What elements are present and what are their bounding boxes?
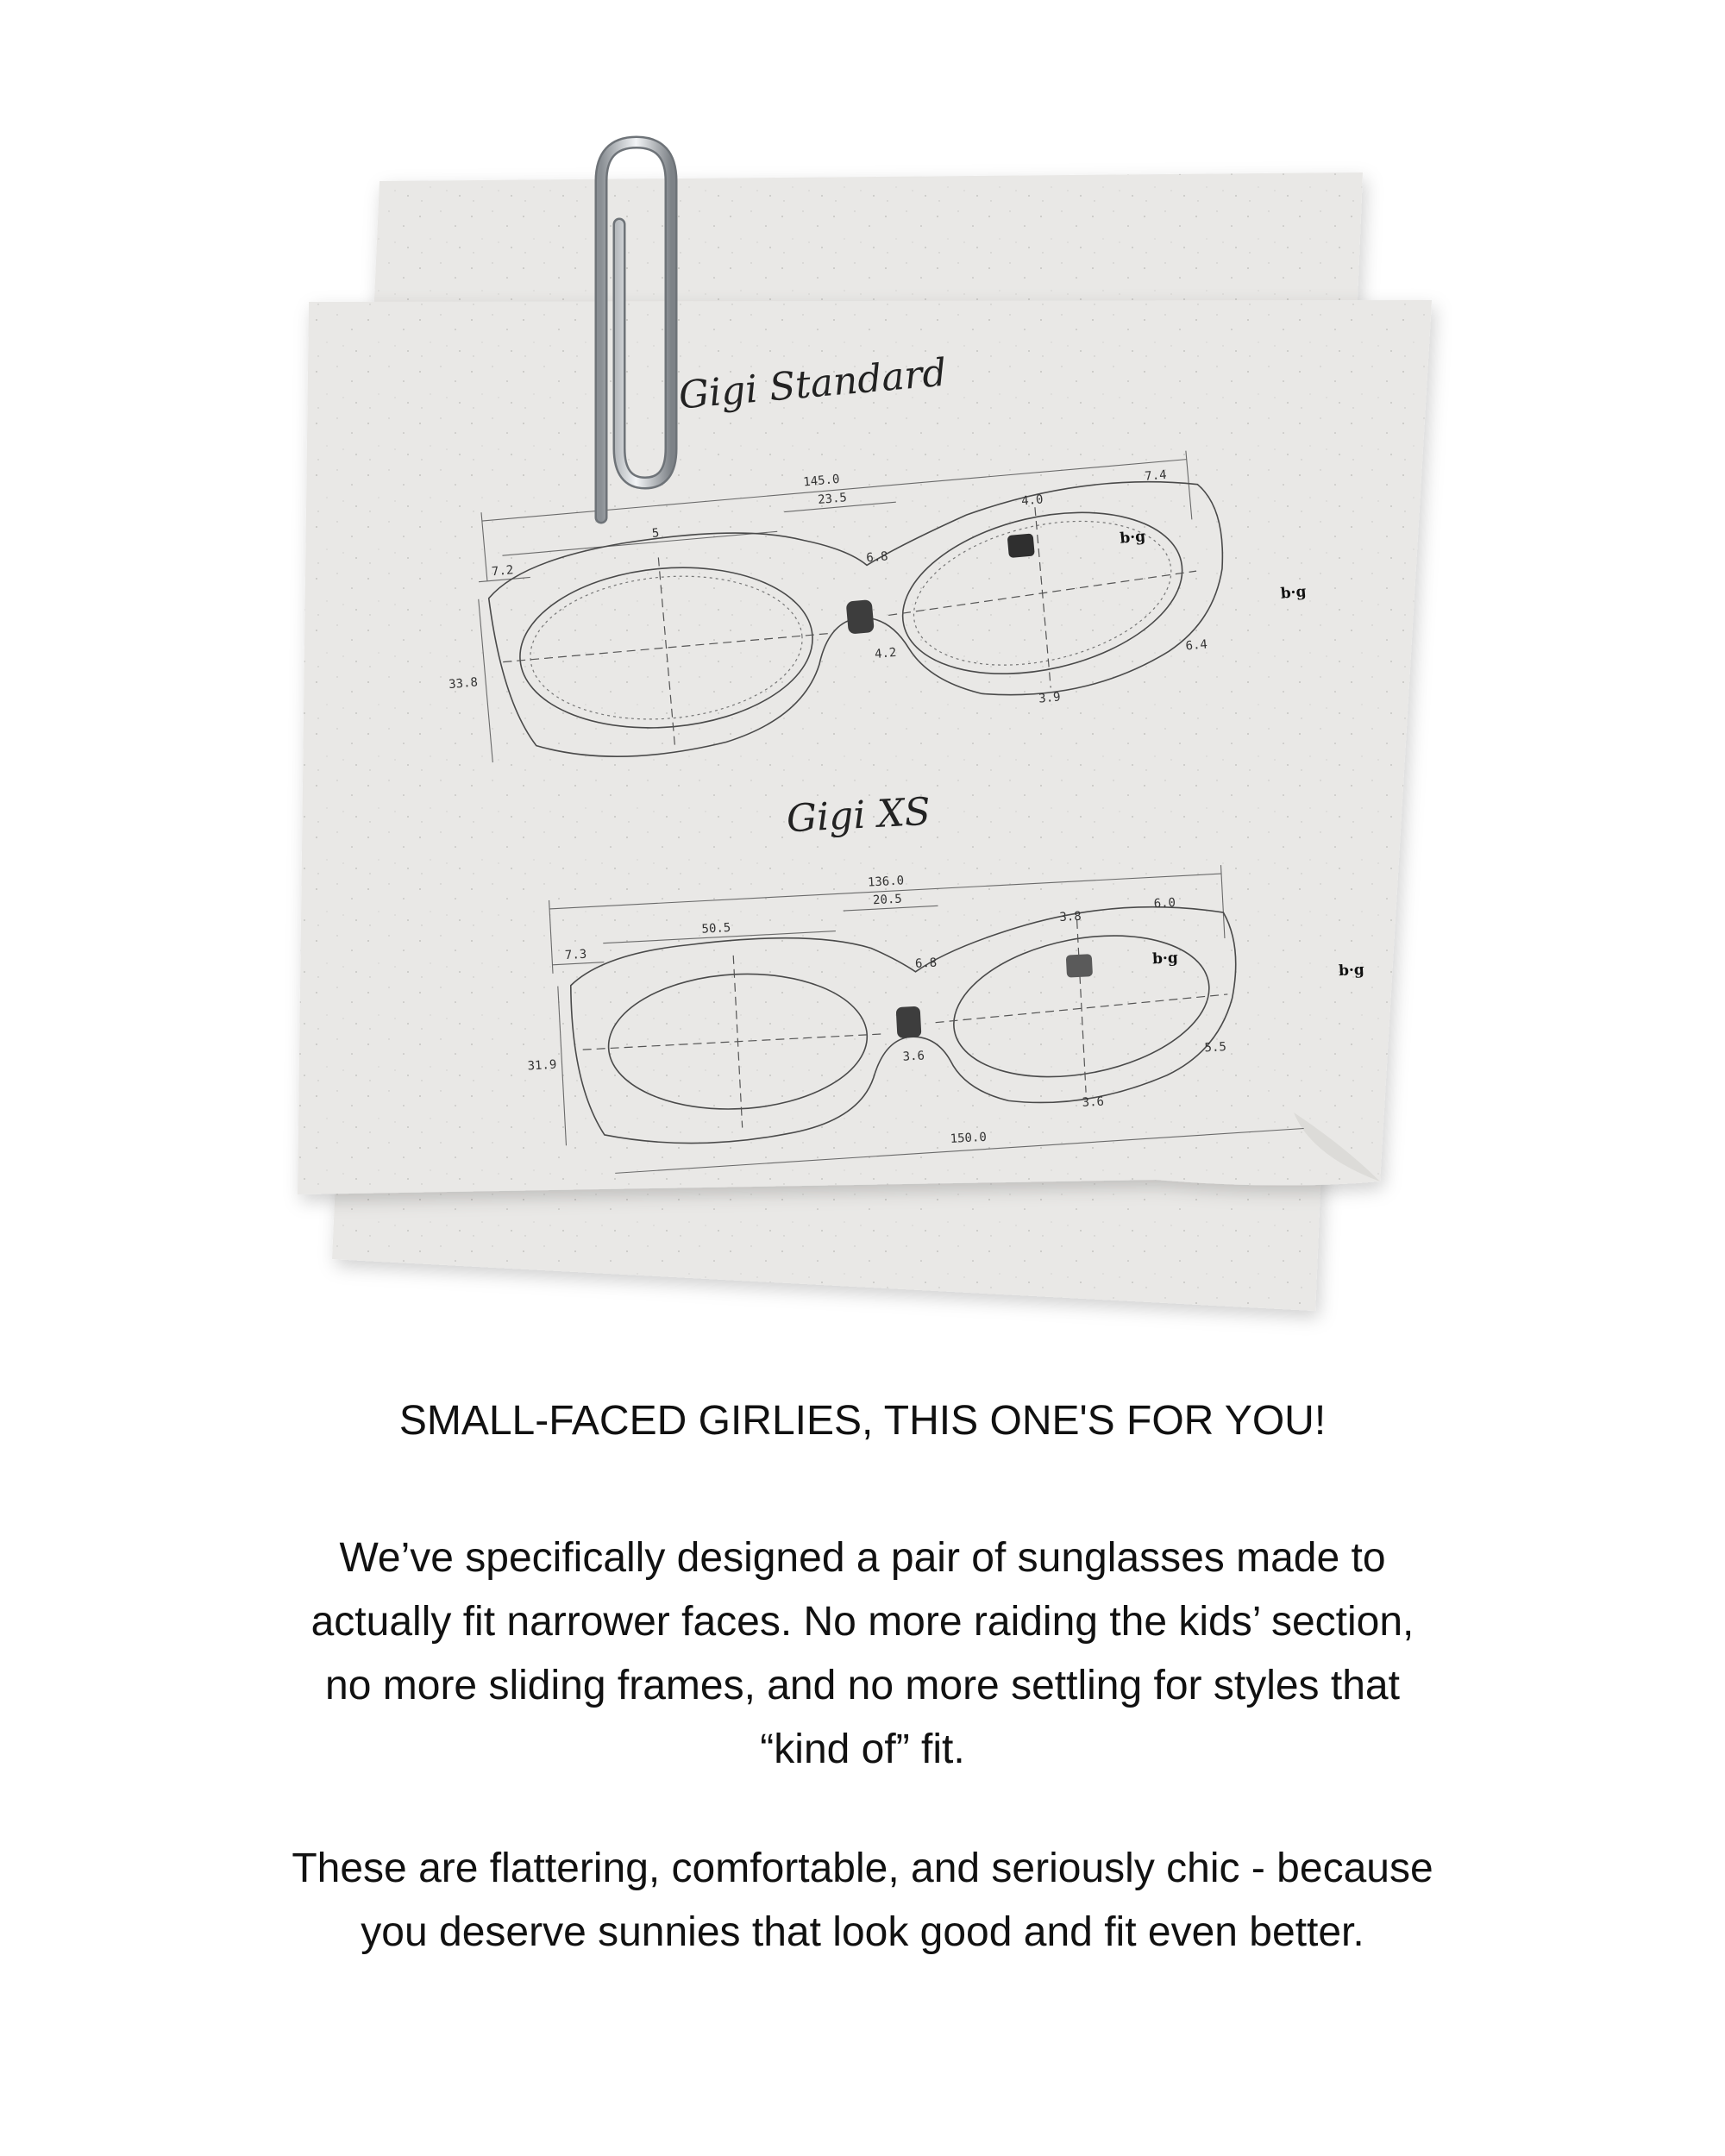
std-logo-temple: b·g — [1279, 583, 1308, 603]
body-paragraph-1 — [172, 1526, 1552, 1782]
xs-nose-pad-right — [1066, 954, 1093, 978]
xs-dim-bottom-rim: 3.6 — [1082, 1094, 1105, 1110]
body-paragraph-1-line: “kind of” fit. — [760, 1727, 965, 1772]
std-dim-bridge-height: 6.8 — [865, 549, 889, 566]
xs-dim-height: 31.9 — [527, 1057, 557, 1074]
xs-dim-total: 136.0 — [867, 874, 905, 890]
xs-dim-corner: 6.0 — [1153, 895, 1176, 912]
std-dim-nose-pad: 4.2 — [874, 645, 898, 661]
gigi-xs-title: Gigi XS — [785, 789, 932, 842]
body-paragraph-1-line: actually fit narrower faces. No more raiding the kids’ section, — [310, 1599, 1414, 1645]
std-nose-pad-left — [846, 599, 875, 634]
xs-dim-temple-length: 150.0 — [950, 1130, 988, 1146]
headline: SMALL-FACED GIRLIES, THIS ONE'S FOR YOU! — [398, 1398, 1327, 1444]
body-paragraph-2-line: you deserve sunnies that look good and fit even better. — [361, 1909, 1364, 1955]
body-paragraph-2-line: These are flattering, comfortable, and seriously chic - because — [292, 1846, 1433, 1891]
xs-logo-temple: b·g — [1338, 961, 1365, 981]
xs-dim-top-rim: 3.8 — [1059, 909, 1082, 924]
xs-dim-bridge-height: 6.8 — [914, 956, 938, 971]
xs-dim-side-rim: 5.5 — [1204, 1040, 1227, 1056]
paper-sheet-front — [298, 300, 1432, 1194]
std-dim-total: 145.0 — [802, 472, 841, 490]
std-dim-bottom-rim: 3.9 — [1038, 690, 1062, 706]
std-dim-lens-partial: 5 — [651, 526, 661, 541]
std-nose-pad-right — [1007, 533, 1035, 558]
xs-dim-nose-pad: 3.6 — [902, 1049, 925, 1064]
gigi-standard-title: Gigi Standard — [676, 350, 949, 418]
body-paragraph-2 — [172, 1837, 1552, 1965]
std-dim-height: 33.8 — [448, 675, 479, 693]
xs-dim-bridge-span: 20.5 — [872, 892, 903, 908]
xs-dim-lens-width: 50.5 — [701, 920, 731, 937]
std-dim-bridge-span: 23.5 — [817, 491, 848, 508]
std-dim-corner: 7.4 — [1144, 467, 1168, 484]
std-dim-top-rim: 4.0 — [1020, 492, 1044, 509]
xs-dim-left-offset: 7.3 — [564, 947, 587, 963]
std-dim-side-rim: 6.4 — [1184, 637, 1208, 654]
std-logo-lens: b·g — [1119, 528, 1146, 548]
body-paragraph-1-line: no more sliding frames, and no more settling for styles that — [325, 1663, 1400, 1708]
std-dim-left-offset: 7.2 — [491, 563, 514, 580]
xs-nose-pad-left — [896, 1006, 922, 1038]
xs-logo-lens: b·g — [1151, 949, 1179, 968]
body-paragraph-1-line: We’ve specifically designed a pair of sunglasses made to — [339, 1535, 1386, 1581]
